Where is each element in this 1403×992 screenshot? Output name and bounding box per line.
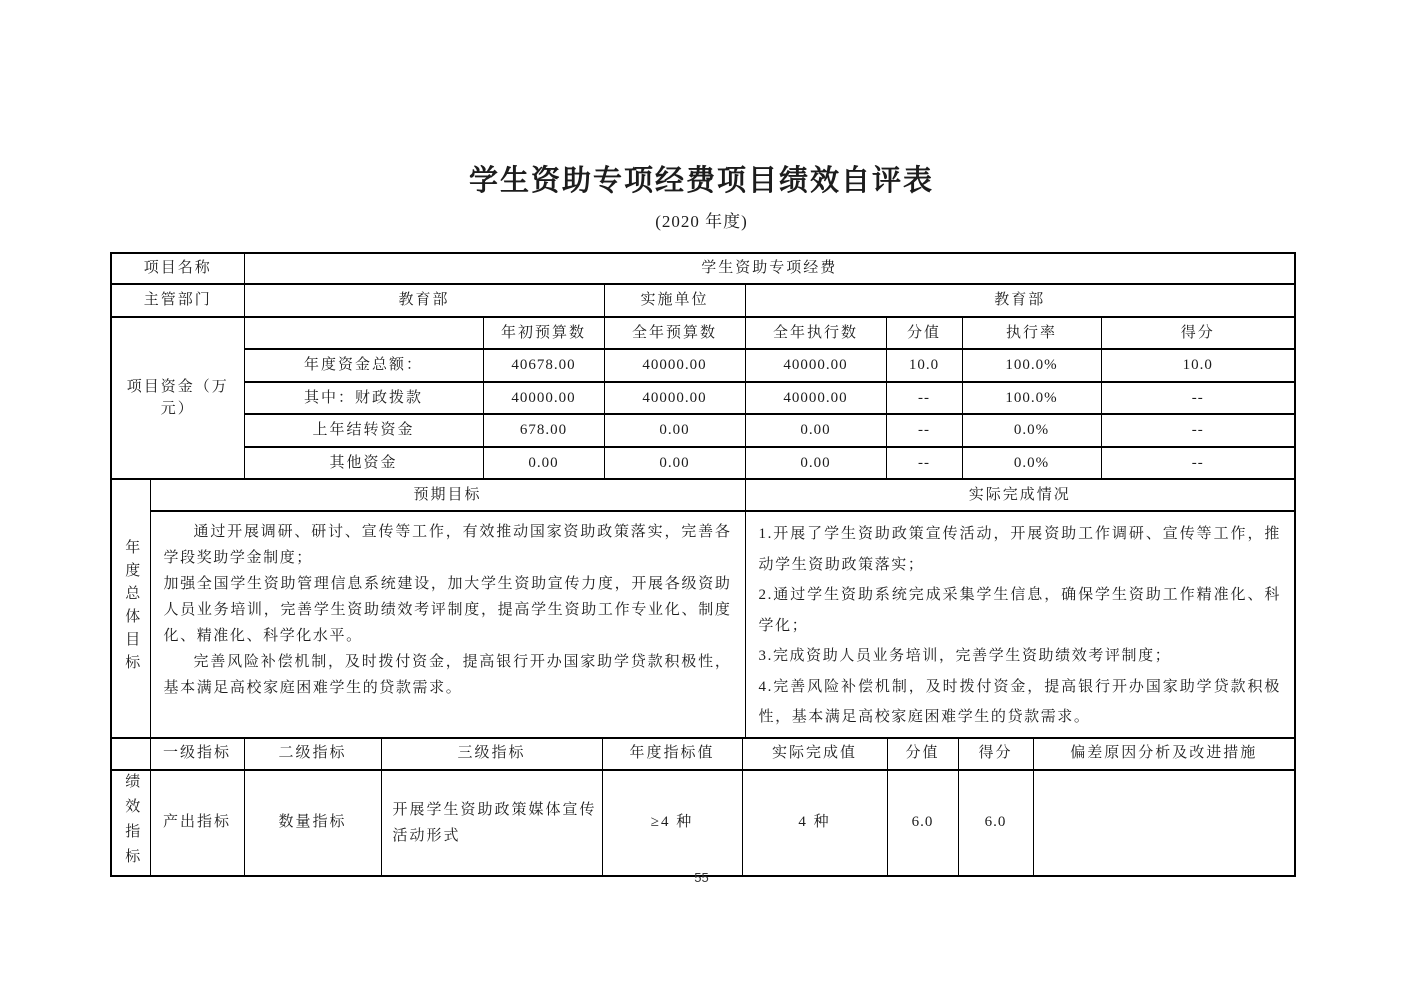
funds-other-rate: 0.0% — [962, 447, 1101, 479]
funds-header-annual-executed: 全年执行数 — [745, 317, 886, 349]
table-row — [112, 770, 1294, 875]
funds-total-initial: 40678.00 — [483, 349, 604, 382]
indicator-annual-target-value: ≥4 种 — [602, 770, 742, 875]
indicator-deviation-value — [1033, 770, 1294, 875]
funds-total-annual: 40000.00 — [604, 349, 745, 382]
table-row — [112, 317, 1294, 349]
funds-fiscal-score: -- — [1101, 382, 1294, 414]
table-row — [112, 254, 1294, 284]
funds-header-execution-rate: 执行率 — [962, 317, 1101, 349]
table-row — [112, 511, 1294, 738]
annual-goals-table — [112, 480, 1294, 739]
indicators-header-score: 得分 — [958, 739, 1033, 770]
indicators-header-level2: 二级指标 — [244, 739, 381, 770]
funds-carryover-initial: 678.00 — [483, 414, 604, 447]
annual-goals-side-label — [112, 480, 150, 738]
project-name-value: 学生资助专项经费 — [244, 254, 1294, 284]
expected-goal-paragraph: 加强全国学生资助管理信息系统建设，加大学生资助宣传力度，开展各级资助人员业务培训，完善学生资助绩效考评制度，提高学生资助工作专业化、制度化、精准化、科学化水平。 — [163, 576, 732, 644]
funds-fiscal-label: 其中：财政拨款 — [244, 382, 483, 414]
funds-carryover-executed: 0.00 — [745, 414, 886, 447]
funds-other-score: -- — [1101, 447, 1294, 479]
actual-completion-paragraph: 2.通过学生资助系统完成采集学生信息，确保学生资助工作精准化、科学化； — [758, 587, 1281, 634]
funds-other-label: 其他资金 — [244, 447, 483, 479]
funds-header-score: 得分 — [1101, 317, 1294, 349]
funds-total-label: 年度资金总额： — [244, 349, 483, 382]
funds-total-score: 10.0 — [1101, 349, 1294, 382]
indicators-header-actual-value: 实际完成值 — [742, 739, 887, 770]
funds-header-annual-budget: 全年预算数 — [604, 317, 745, 349]
evaluation-table — [110, 252, 1296, 877]
table-row — [112, 349, 1294, 382]
dept-value: 教育部 — [244, 284, 604, 317]
table-row — [112, 447, 1294, 479]
indicators-header-score-value: 分值 — [887, 739, 958, 770]
expected-goal-paragraph: 完善风险补偿机制，及时拨付资金，提高银行开办国家助学贷款积极性，基本满足高校家庭困难学生的贷款需求。 — [163, 654, 732, 696]
annual-goals-side-label-text: 年度总体目标 — [123, 539, 140, 678]
funds-total-score-value: 10.0 — [886, 349, 962, 382]
funds-carryover-annual: 0.00 — [604, 414, 745, 447]
funds-other-initial: 0.00 — [483, 447, 604, 479]
indicator-level1-value: 产出指标 — [150, 770, 244, 875]
funds-fiscal-annual: 40000.00 — [604, 382, 745, 414]
project-name-label: 项目名称 — [112, 254, 244, 284]
indicators-header-empty — [112, 739, 150, 770]
funds-total-rate: 100.0% — [962, 349, 1101, 382]
indicators-header-level1: 一级指标 — [150, 739, 244, 770]
funds-fiscal-rate: 100.0% — [962, 382, 1101, 414]
actual-completion-text — [745, 511, 1294, 738]
funds-carryover-score: -- — [1101, 414, 1294, 447]
dept-label: 主管部门 — [112, 284, 244, 317]
indicator-actual-value: 4 种 — [742, 770, 887, 875]
indicator-score-value: 6.0 — [887, 770, 958, 875]
funds-carryover-label: 上年结转资金 — [244, 414, 483, 447]
actual-completion-header: 实际完成情况 — [745, 480, 1294, 511]
funds-header-empty — [244, 317, 483, 349]
indicators-side-label — [112, 770, 150, 875]
funds-fiscal-score-value: -- — [886, 382, 962, 414]
table-row — [112, 414, 1294, 447]
indicator-level3-value: 开展学生资助政策媒体宣传活动形式 — [381, 770, 602, 875]
table-row — [112, 739, 1294, 770]
funds-other-executed: 0.00 — [745, 447, 886, 479]
table-row — [112, 382, 1294, 414]
document-subtitle: (2020 年度) — [655, 212, 748, 231]
expected-goal-paragraph: 通过开展调研、研讨、宣传等工作，有效推动国家资助政策落实，完善各学段奖助学金制度； — [163, 524, 732, 566]
table-row — [112, 284, 1294, 317]
funds-other-score-value: -- — [886, 447, 962, 479]
funds-carryover-rate: 0.0% — [962, 414, 1101, 447]
funds-other-annual: 0.00 — [604, 447, 745, 479]
document-title: 学生资助专项经费项目绩效自评表 — [468, 165, 934, 197]
expected-goals-text — [150, 511, 745, 738]
impl-unit-value: 教育部 — [745, 284, 1294, 317]
funds-fiscal-initial: 40000.00 — [483, 382, 604, 414]
actual-completion-paragraph: 1.开展了学生资助政策宣传活动，开展资助工作调研、宣传等工作，推动学生资助政策落实； — [758, 526, 1281, 573]
funds-row-label: 项目资金（万元） — [112, 317, 244, 479]
actual-completion-paragraph: 4.完善风险补偿机制，及时拨付资金，提高银行开办国家助学贷款积极性，基本满足高校家庭困难学生的贷款需求。 — [758, 678, 1281, 725]
page-number: 55 — [694, 870, 709, 885]
indicator-level2-value: 数量指标 — [244, 770, 381, 875]
expected-goals-header: 预期目标 — [150, 480, 745, 511]
indicators-header-level3: 三级指标 — [381, 739, 602, 770]
actual-completion-paragraph: 3.完成资助人员业务培训，完善学生资助绩效考评制度； — [758, 648, 1172, 664]
funds-carryover-score-value: -- — [886, 414, 962, 447]
indicator-score: 6.0 — [958, 770, 1033, 875]
funds-total-executed: 40000.00 — [745, 349, 886, 382]
performance-indicators-table — [112, 739, 1294, 875]
indicators-header-deviation: 偏差原因分析及改进措施 — [1033, 739, 1294, 770]
funds-header-score-value: 分值 — [886, 317, 962, 349]
funds-header-initial-budget: 年初预算数 — [483, 317, 604, 349]
indicators-header-annual-target: 年度指标值 — [602, 739, 742, 770]
impl-unit-label: 实施单位 — [604, 284, 745, 317]
indicators-side-label-text: 绩效指标 — [123, 772, 140, 873]
project-funds-table — [112, 254, 1294, 480]
funds-fiscal-executed: 40000.00 — [745, 382, 886, 414]
table-row — [112, 480, 1294, 511]
